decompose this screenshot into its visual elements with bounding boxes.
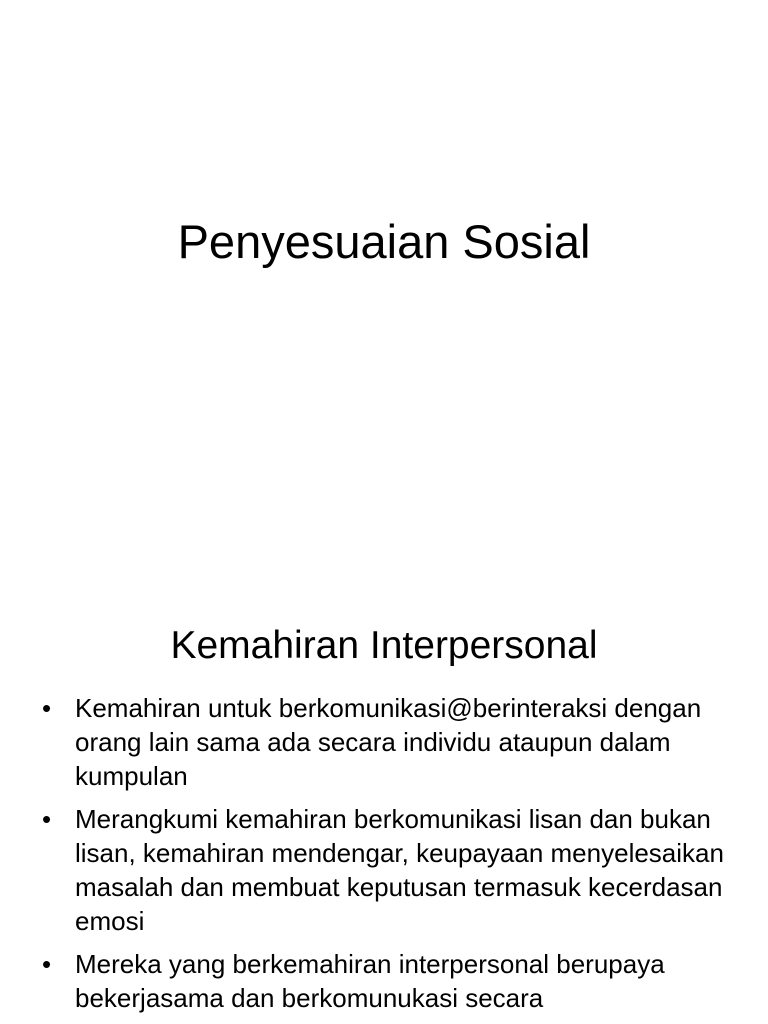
slide-heading: Kemahiran Interpersonal xyxy=(170,624,598,667)
slide-title: Penyesuaian Sosial xyxy=(177,215,591,268)
bullet-text: Kemahiran untuk berkomunikasi@berinteraksi dengan orang lain sama ada secara individu ataupun dalam kumpulan xyxy=(75,693,702,791)
bullet-icon: • xyxy=(42,804,52,834)
list-item xyxy=(42,802,732,938)
content-slide xyxy=(0,576,768,1024)
list-item xyxy=(42,691,732,793)
bullet-text: Mereka yang berkemahiran interpersonal berupaya bekerjasama dan berkomunukasi secara xyxy=(75,949,665,1013)
bullet-list xyxy=(42,691,732,1024)
bullet-icon: • xyxy=(42,693,52,723)
bullet-text: Merangkumi kemahiran berkomunikasi lisan dan bukan lisan, kemahiran mendengar, keupayaan menyelesaikan masalah dan membuat keputusan termasuk kecerdasan emosi xyxy=(75,804,724,936)
bullet-icon: • xyxy=(42,949,52,979)
list-item xyxy=(42,947,732,1015)
